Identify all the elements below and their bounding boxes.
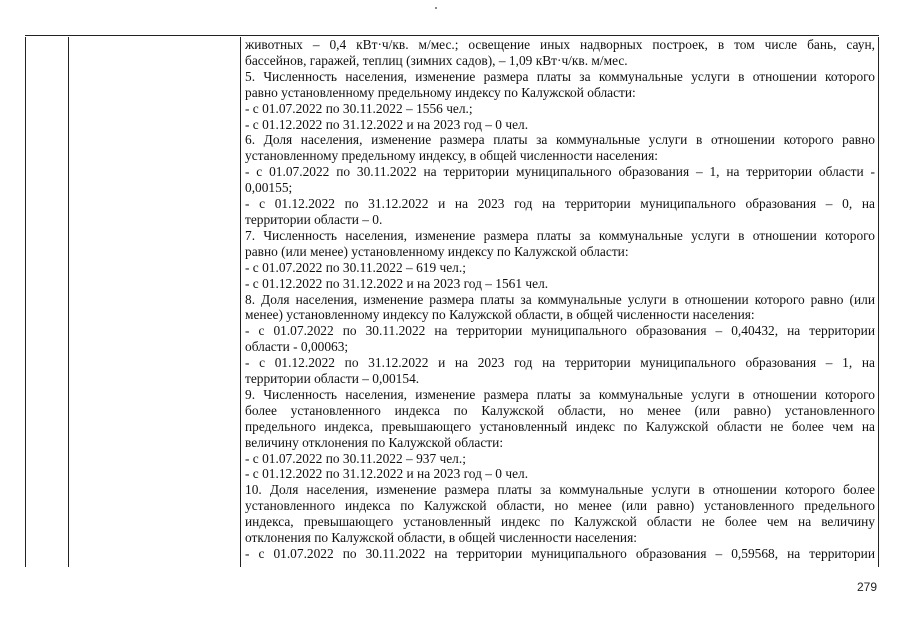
text-line: установленного индекса по Калужской области, но менее (или равно) установленного предельного (245, 498, 875, 514)
text-line: равно установленному предельному индексу по Калужской области: (245, 84, 636, 100)
text-line: 7. Численность населения, изменение размера платы за коммунальные услуги в отношении которого (245, 227, 875, 243)
document-table (25, 37, 879, 567)
scan-speck (435, 7, 437, 9)
text-line: территории области – 0,00154. (245, 371, 420, 387)
text-line: - с 01.07.2022 по 30.11.2022 – 937 чел.; (245, 450, 466, 466)
text-line: территории области – 0. (245, 211, 383, 227)
text-line: 9. Численность населения, изменение размера платы за коммунальные услуги в отношении которого (245, 386, 875, 402)
table-top-border (25, 35, 879, 36)
text-line: 0,00155; (245, 180, 293, 196)
text-line: - с 01.07.2022 по 30.11.2022 на территории муниципального образования – 1, на территории области - (245, 164, 875, 180)
text-line: бассейнов, гаражей, теплиц (зимних садов), – 1,09 кВт·ч/кв. м/мес. (245, 52, 628, 68)
text-line: животных – 0,4 кВт·ч/кв. м/мес.; освещение иных надворных построек, в том числе бань, саун, (245, 37, 875, 52)
text-line: - с 01.07.2022 по 30.11.2022 на территории муниципального образования – 0,40432, на территории (245, 323, 875, 339)
text-line: - с 01.12.2022 по 31.12.2022 и на 2023 год – 0 чел. (245, 466, 529, 482)
page-number: 279 (856, 580, 877, 594)
text-line: 5. Численность населения, изменение размера платы за коммунальные услуги в отношении которого (245, 68, 875, 84)
text-line: установленному предельному индексу, в общей численности населения: (245, 148, 658, 164)
text-line: - с 01.12.2022 по 31.12.2022 и на 2023 год – 0 чел. (245, 116, 529, 132)
text-line: равно (или менее) установленному индексу по Калужской области: (245, 243, 629, 259)
text-line: отклонения по Калужской области, в общей численности населения: (245, 530, 637, 546)
text-line: - с 01.07.2022 по 30.11.2022 – 1556 чел.; (245, 100, 473, 116)
text-line: - с 01.12.2022 по 31.12.2022 и на 2023 год на территории муниципального образования – 0, на (245, 196, 875, 212)
text-line: - с 01.07.2022 по 30.11.2022 на территории муниципального образования – 0,59568, на территории (245, 546, 875, 561)
text-line: величину отклонения по Калужской области: (245, 434, 504, 450)
text-line: 10. Доля населения, изменение размера платы за коммунальные услуги в отношении которого более (245, 482, 875, 498)
text-line: 8. Доля населения, изменение размера платы за коммунальные услуги в отношении которого равно (или (245, 291, 875, 307)
text-line: менее) установленному индексу по Калужской области, в общей численности населения: (245, 307, 755, 323)
text-line: индекса, превышающего установленный индекс по Калужской области не более чем на величину (245, 514, 875, 530)
table-text-cell (245, 37, 875, 562)
text-line: - с 01.07.2022 по 30.11.2022 – 619 чел.; (245, 259, 466, 275)
text-line: предельного индекса, превышающего установленный индекс по Калужской области не более чем на (245, 418, 875, 434)
text-line: 6. Доля населения, изменение размера платы за коммунальные услуги в отношении которого равно (245, 132, 875, 148)
column-divider-2 (240, 37, 241, 567)
text-line: более установленного индекса по Калужской области, но менее (или равно) установленного (245, 402, 875, 418)
text-line: области - 0,00063; (245, 339, 349, 355)
column-divider-1 (68, 37, 69, 567)
text-line: - с 01.12.2022 по 31.12.2022 и на 2023 год на территории муниципального образования – 1, на (245, 355, 875, 371)
text-line: - с 01.12.2022 по 31.12.2022 и на 2023 год – 1561 чел. (245, 275, 549, 291)
